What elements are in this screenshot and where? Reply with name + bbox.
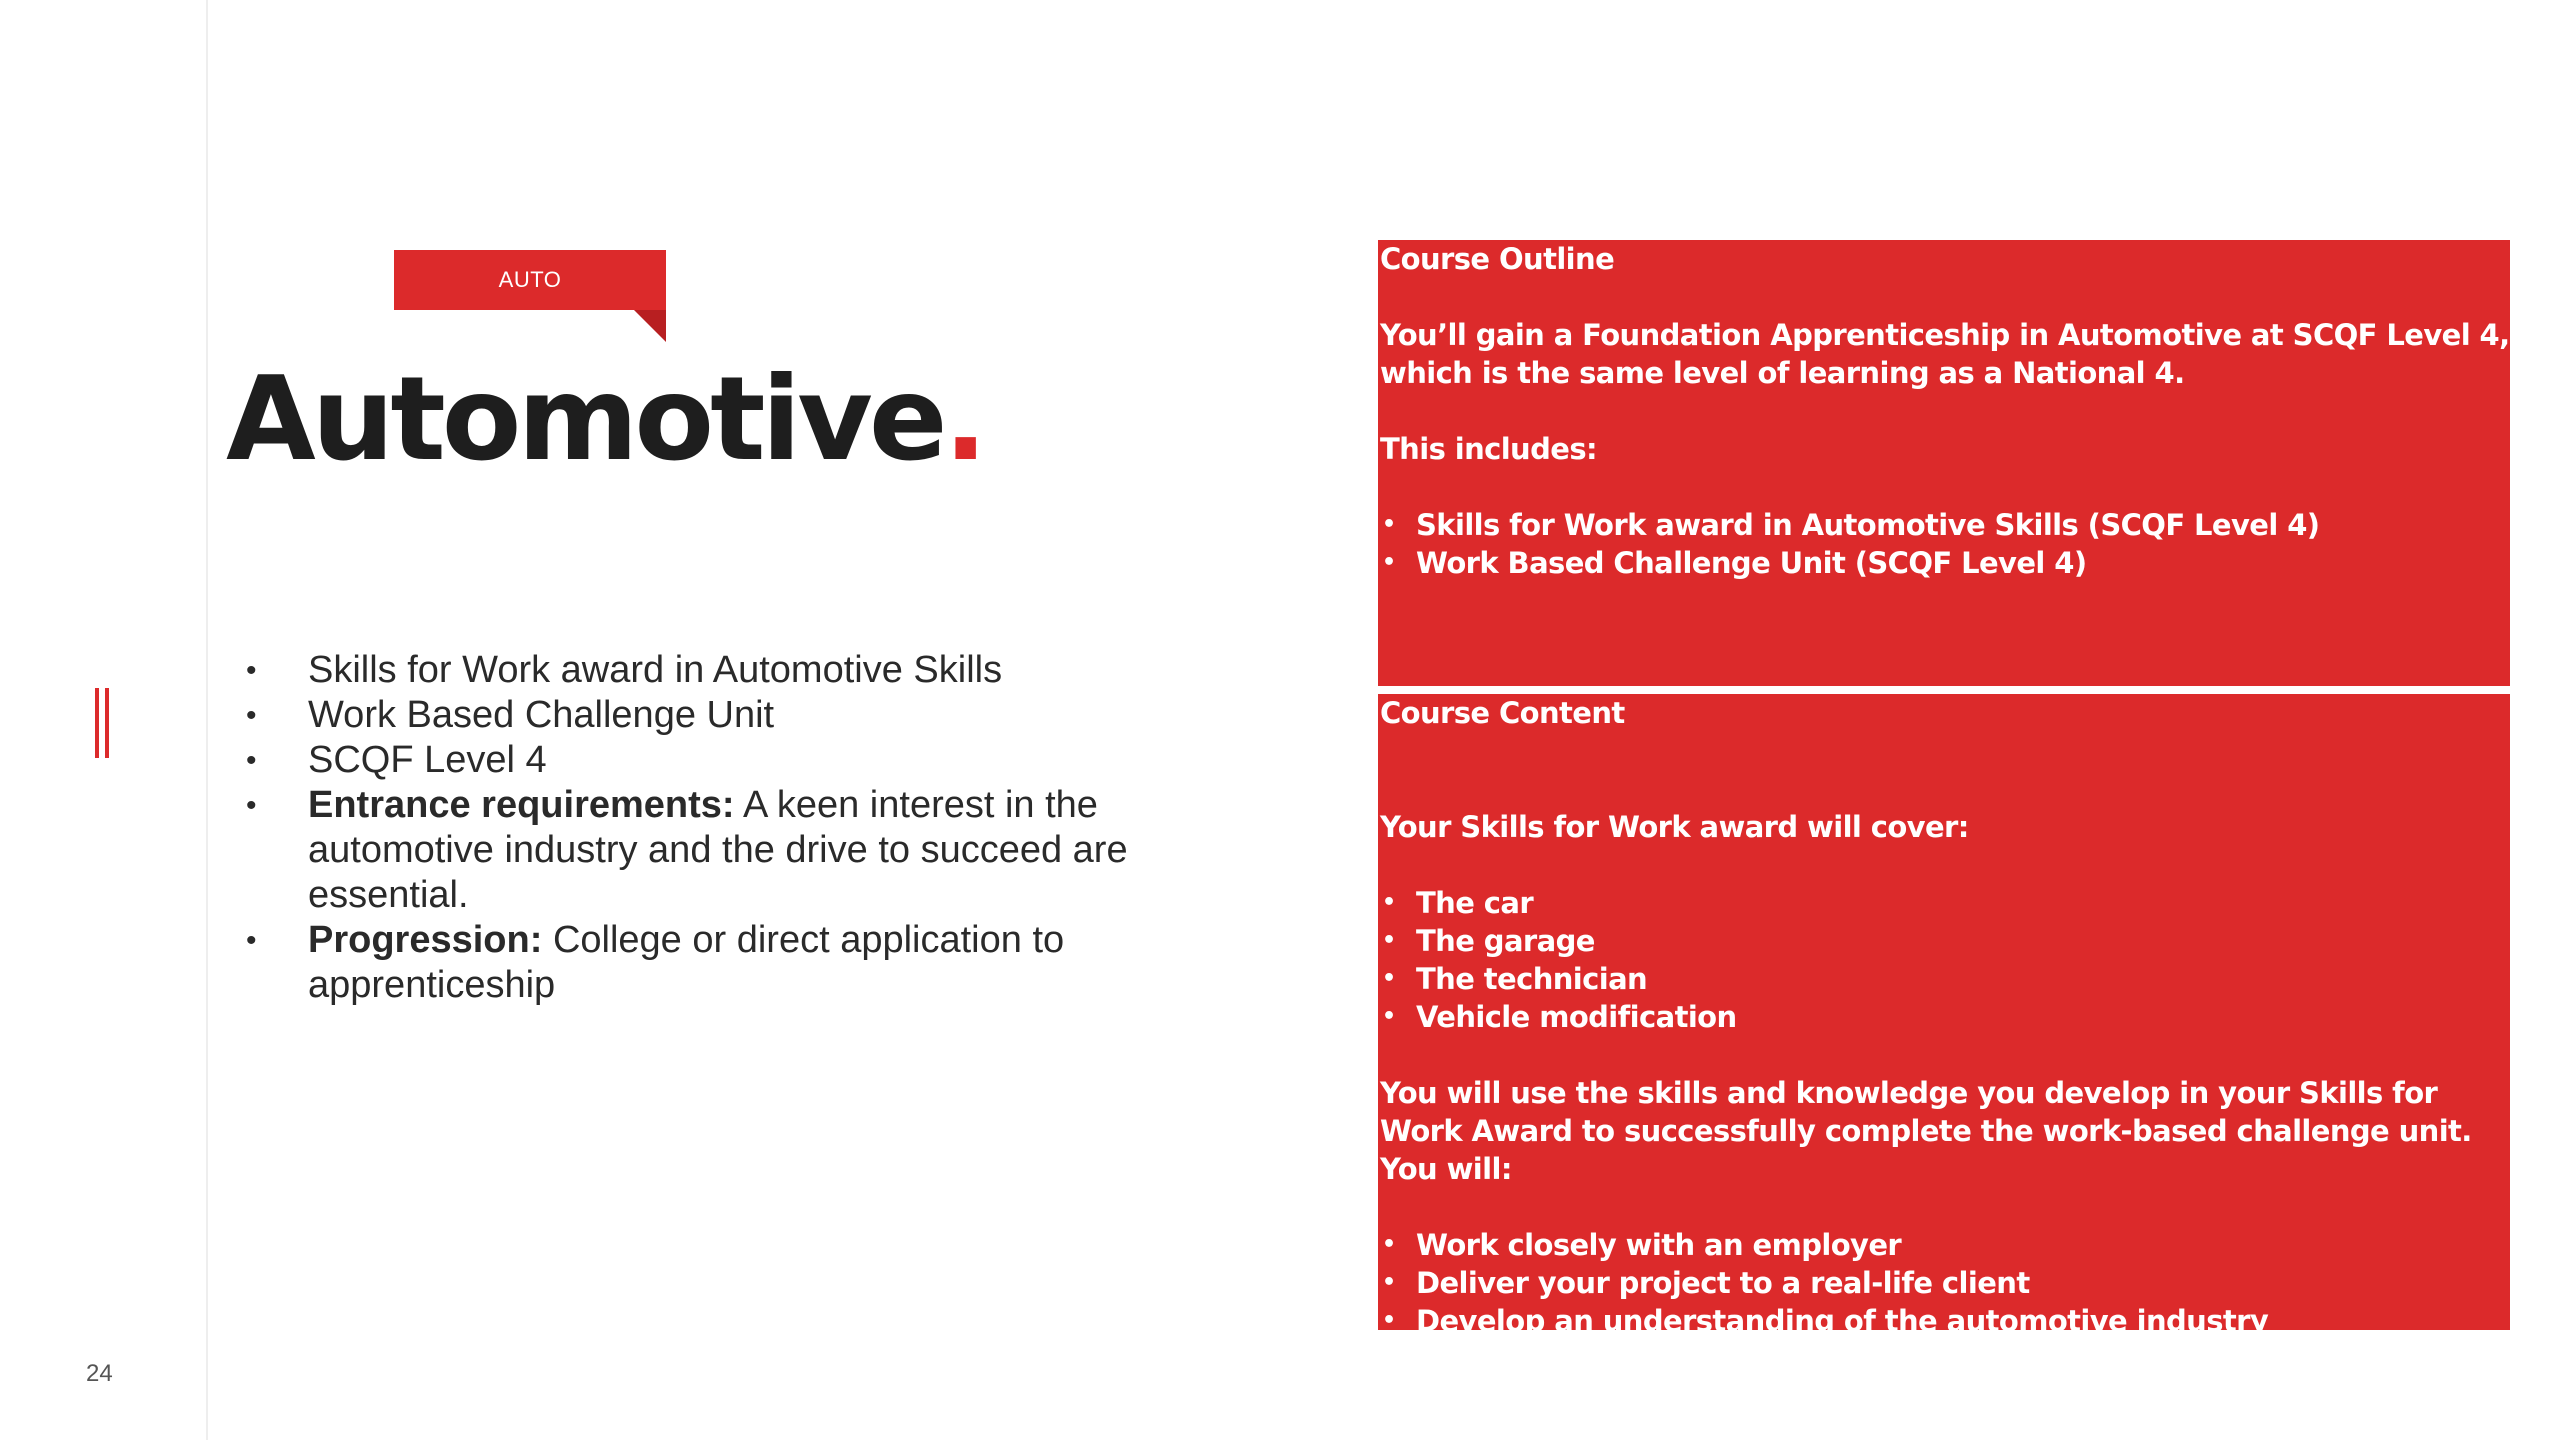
list-item (238, 918, 1198, 1008)
bullet-icon: • (1382, 928, 1396, 953)
list-item (1380, 1264, 2510, 1302)
bullet-icon: • (246, 789, 257, 822)
side-marker-icon (95, 688, 111, 758)
page-title (226, 352, 984, 487)
list-item (1380, 998, 2510, 1036)
list-item (1380, 506, 2510, 544)
list-item (238, 738, 1198, 783)
bullet-icon: • (1382, 1270, 1396, 1295)
tag-fold-icon (634, 310, 666, 342)
bullet-icon: • (1382, 512, 1396, 537)
bullet-icon: • (246, 699, 257, 732)
list-item (238, 693, 1198, 738)
cover-item: Vehicle modification (1416, 1000, 1737, 1034)
bullet-icon: • (1382, 1308, 1396, 1333)
summary-list (238, 648, 1198, 1008)
course-outline-item: Work Based Challenge Unit (SCQF Level 4) (1416, 546, 2087, 580)
cover-item: The car (1416, 886, 1534, 920)
cover-item: The garage (1416, 924, 1595, 958)
progression-text: College or direct application to apprenticeship (308, 919, 1065, 1006)
challenge-item: Develop an understanding of the automotive industry (1416, 1304, 2269, 1338)
course-content-panel (1378, 694, 2510, 1338)
bullet-icon: • (246, 654, 257, 687)
course-outline-list (1380, 506, 2510, 582)
course-content-cover-label: Your Skills for Work award will cover: (1380, 810, 1969, 844)
summary-item-text: Skills for Work award in Automotive Skills (308, 649, 1003, 691)
bullet-icon: • (1382, 1004, 1396, 1029)
list-item (1380, 1226, 2510, 1264)
course-outline-panel (1378, 240, 2510, 686)
bullet-icon: • (246, 924, 257, 957)
summary-item-text: Work Based Challenge Unit (308, 694, 775, 736)
challenge-item: Deliver your project to a real-life client (1416, 1266, 2030, 1300)
summary-item-text: SCQF Level 4 (308, 739, 547, 781)
course-content-cover-list (1380, 884, 2510, 1036)
bullet-icon: • (1382, 1232, 1396, 1257)
list-item (1380, 544, 2510, 582)
list-item (1380, 1302, 2510, 1340)
challenge-item: Work closely with an employer (1416, 1228, 1902, 1262)
page-title-dot: . (943, 352, 984, 487)
category-tag-label: AUTO (498, 267, 562, 292)
side-divider (206, 0, 208, 1440)
course-content-heading: Course Content (1380, 696, 1625, 730)
bullet-icon: • (1382, 890, 1396, 915)
entrance-requirements-text: A keen interest in the automotive industry and the drive to succeed are essential. (308, 784, 1128, 916)
bullet-icon: • (246, 744, 257, 777)
list-item (1380, 922, 2510, 960)
list-item (238, 783, 1198, 918)
list-item (1380, 884, 2510, 922)
course-outline-heading: Course Outline (1380, 242, 1615, 276)
list-item (238, 648, 1198, 693)
course-outline-intro: You’ll gain a Foundation Apprenticeship in Automotive at SCQF Level 4, which is the same level of learning as a National 4. (1380, 318, 2510, 390)
course-content-challenge-text: You will use the skills and knowledge you develop in your Skills for Work Award to successfully complete the work-based challenge unit. You will: (1380, 1076, 2472, 1186)
list-item (1380, 960, 2510, 998)
page-title-text: Automotive (226, 352, 944, 487)
page-number: 24 (86, 1360, 113, 1387)
bullet-icon: • (1382, 966, 1396, 991)
category-tag (394, 250, 666, 310)
entrance-requirements-label: Entrance requirements: (308, 784, 735, 826)
course-outline-includes-label: This includes: (1380, 432, 1597, 466)
cover-item: The technician (1416, 962, 1648, 996)
course-outline-item: Skills for Work award in Automotive Skills (SCQF Level 4) (1416, 508, 2320, 542)
course-content-challenge-list (1380, 1226, 2510, 1340)
progression-label: Progression: (308, 919, 543, 961)
bullet-icon: • (1382, 550, 1396, 575)
